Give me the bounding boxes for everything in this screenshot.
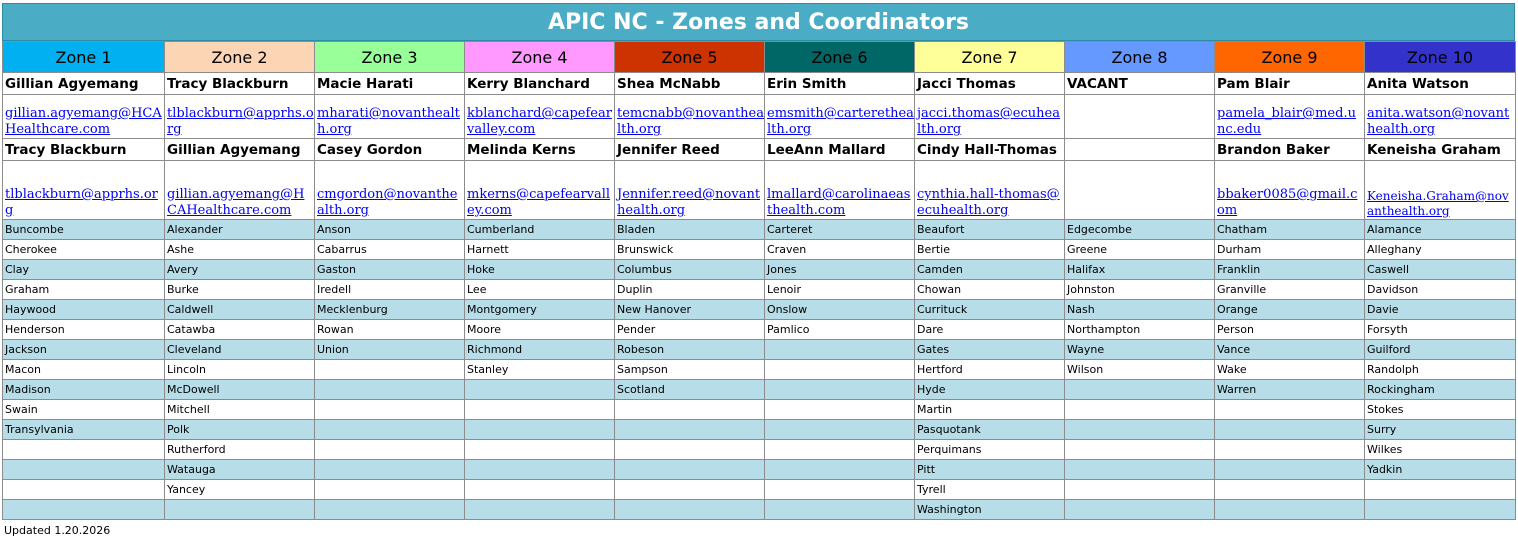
coordinator-name: Kerry Blanchard — [465, 73, 615, 95]
county-cell: Graham — [3, 280, 165, 300]
coordinator-email-link[interactable]: kblanchard@capefearvalley.com — [467, 106, 612, 137]
county-cell: Catawba — [165, 320, 315, 340]
county-cell — [615, 420, 765, 440]
county-cell: Swain — [3, 400, 165, 420]
county-cell — [3, 460, 165, 480]
sheet-title: APIC NC - Zones and Coordinators — [2, 3, 1515, 41]
coordinator-name: Tracy Blackburn — [3, 139, 165, 161]
coordinator-email-link[interactable]: mharati@novanthealth.org — [317, 106, 460, 137]
coordinator-email-cell — [915, 161, 1065, 220]
county-cell: Chowan — [915, 280, 1065, 300]
zone-header: Zone 4 — [465, 42, 615, 73]
county-cell: Jackson — [3, 340, 165, 360]
county-cell: Martin — [915, 400, 1065, 420]
county-row — [3, 220, 1516, 240]
zone-header: Zone 10 — [1365, 42, 1516, 73]
county-cell — [1065, 480, 1215, 500]
coordinator-email-cell — [465, 95, 615, 139]
zone-header: Zone 5 — [615, 42, 765, 73]
coordinator-email-link[interactable]: anita.watson@novanthealth.org — [1367, 106, 1510, 137]
county-row — [3, 440, 1516, 460]
county-cell — [1065, 400, 1215, 420]
county-cell — [315, 480, 465, 500]
county-cell: Onslow — [765, 300, 915, 320]
county-cell: Cumberland — [465, 220, 615, 240]
coordinator-email-link[interactable]: mkerns@capefearvalley.com — [467, 187, 611, 218]
county-cell: Franklin — [1215, 260, 1365, 280]
county-cell: Yadkin — [1365, 460, 1516, 480]
county-cell — [465, 380, 615, 400]
county-cell: Currituck — [915, 300, 1065, 320]
coordinator-email-cell — [1365, 161, 1516, 220]
coordinator-email-link[interactable]: tlblackburn@apprhs.org — [5, 187, 158, 218]
county-cell — [765, 440, 915, 460]
coordinator-name: Casey Gordon — [315, 139, 465, 161]
county-cell: Sampson — [615, 360, 765, 380]
county-cell: Burke — [165, 280, 315, 300]
zone-header: Zone 1 — [3, 42, 165, 73]
coordinator-name: Keneisha Graham — [1365, 139, 1516, 161]
county-cell: Pitt — [915, 460, 1065, 480]
county-cell: Gates — [915, 340, 1065, 360]
coordinator-name: Brandon Baker — [1215, 139, 1365, 161]
coordinator-email-cell — [1065, 95, 1215, 139]
county-cell — [165, 500, 315, 520]
county-cell — [765, 400, 915, 420]
county-cell — [1215, 480, 1365, 500]
coordinator-email-link[interactable]: Keneisha.Graham@novanthealth.org — [1367, 189, 1509, 218]
coordinator-email-link[interactable]: tlblackburn@apprhs.org — [167, 106, 314, 137]
county-cell: Vance — [1215, 340, 1365, 360]
county-cell: Wake — [1215, 360, 1365, 380]
zone-header: Zone 2 — [165, 42, 315, 73]
county-cell: Mitchell — [165, 400, 315, 420]
county-cell — [615, 400, 765, 420]
county-cell: Wayne — [1065, 340, 1215, 360]
county-cell — [3, 500, 165, 520]
county-cell: Person — [1215, 320, 1365, 340]
county-cell: Rockingham — [1365, 380, 1516, 400]
coordinator-name: Anita Watson — [1365, 73, 1516, 95]
zone-header: Zone 7 — [915, 42, 1065, 73]
county-cell: Anson — [315, 220, 465, 240]
county-cell: Chatham — [1215, 220, 1365, 240]
county-cell: Halifax — [1065, 260, 1215, 280]
county-cell: Orange — [1215, 300, 1365, 320]
county-cell: Mecklenburg — [315, 300, 465, 320]
coordinator-email-link[interactable]: gillian.agyemang@HCAHealthcare.com — [5, 106, 162, 137]
county-cell — [615, 440, 765, 460]
county-cell: Bladen — [615, 220, 765, 240]
county-cell: Cabarrus — [315, 240, 465, 260]
county-cell — [465, 480, 615, 500]
county-cell: Alexander — [165, 220, 315, 240]
zone-header: Zone 3 — [315, 42, 465, 73]
coordinator-2-name-row — [3, 139, 1516, 161]
coordinator-email-cell — [465, 161, 615, 220]
county-cell: Randolph — [1365, 360, 1516, 380]
county-cell: Columbus — [615, 260, 765, 280]
county-cell — [465, 400, 615, 420]
zone-header: Zone 8 — [1065, 42, 1215, 73]
county-cell: Pamlico — [765, 320, 915, 340]
county-cell: Scotland — [615, 380, 765, 400]
county-cell: Hoke — [465, 260, 615, 280]
coordinator-email-cell — [1365, 95, 1516, 139]
county-cell: Macon — [3, 360, 165, 380]
county-cell — [765, 420, 915, 440]
coordinator-email-cell — [1215, 95, 1365, 139]
zone-header: Zone 9 — [1215, 42, 1365, 73]
county-cell: Davie — [1365, 300, 1516, 320]
county-cell: Dare — [915, 320, 1065, 340]
county-cell: Rowan — [315, 320, 465, 340]
county-cell — [1065, 380, 1215, 400]
county-cell: Robeson — [615, 340, 765, 360]
county-cell: Henderson — [3, 320, 165, 340]
coordinator-1-email-row — [3, 95, 1516, 139]
county-cell — [315, 460, 465, 480]
coordinator-email-cell — [3, 95, 165, 139]
county-cell: Duplin — [615, 280, 765, 300]
county-cell: Lee — [465, 280, 615, 300]
coordinator-email-link[interactable]: bbaker0085@gmail.com — [1217, 187, 1358, 218]
coordinator-name: VACANT — [1065, 73, 1215, 95]
coordinator-name: Gillian Agyemang — [165, 139, 315, 161]
county-cell — [1065, 460, 1215, 480]
county-cell: Washington — [915, 500, 1065, 520]
coordinator-email-cell — [1065, 161, 1215, 220]
coordinator-name: Jennifer Reed — [615, 139, 765, 161]
county-cell: Clay — [3, 260, 165, 280]
coordinator-email-cell — [315, 95, 465, 139]
county-cell: Edgecombe — [1065, 220, 1215, 240]
updated-note: Updated 1.20.2026 — [4, 524, 111, 537]
county-cell: Avery — [165, 260, 315, 280]
coordinator-email-cell — [765, 95, 915, 139]
county-cell: Rutherford — [165, 440, 315, 460]
county-cell — [465, 500, 615, 520]
coordinator-email-link[interactable]: lmallard@carolinaeasthealth.com — [767, 187, 911, 218]
county-cell — [765, 480, 915, 500]
coordinator-email-cell — [615, 161, 765, 220]
county-cell: Pasquotank — [915, 420, 1065, 440]
coordinator-name: Erin Smith — [765, 73, 915, 95]
county-cell: Buncombe — [3, 220, 165, 240]
coordinator-email-link[interactable]: cynthia.hall-thomas@ecuhealth.org — [917, 187, 1060, 218]
county-row — [3, 300, 1516, 320]
county-cell: Wilkes — [1365, 440, 1516, 460]
coordinator-name: LeeAnn Mallard — [765, 139, 915, 161]
county-cell — [315, 500, 465, 520]
spreadsheet — [2, 3, 1515, 520]
county-row — [3, 460, 1516, 480]
county-cell — [315, 440, 465, 460]
county-cell: Gaston — [315, 260, 465, 280]
county-cell: Bertie — [915, 240, 1065, 260]
county-row — [3, 500, 1516, 520]
coordinator-2-email-row — [3, 161, 1516, 220]
county-cell — [315, 420, 465, 440]
county-cell — [465, 460, 615, 480]
county-row — [3, 340, 1516, 360]
county-cell: Carteret — [765, 220, 915, 240]
coordinator-name: Melinda Kerns — [465, 139, 615, 161]
coordinator-email-link[interactable]: gillian.agyemang@HCAHealthcare.com — [167, 187, 305, 218]
coordinator-email-cell — [315, 161, 465, 220]
coordinator-name: Tracy Blackburn — [165, 73, 315, 95]
coordinator-email-link[interactable]: temcnabb@novanthealth.org — [617, 106, 764, 137]
coordinator-email-link[interactable]: emsmith@carterethealth.org — [767, 106, 914, 137]
county-cell: Greene — [1065, 240, 1215, 260]
county-cell: Transylvania — [3, 420, 165, 440]
county-cell — [1215, 420, 1365, 440]
county-cell: Yancey — [165, 480, 315, 500]
county-cell: Lenoir — [765, 280, 915, 300]
county-row — [3, 280, 1516, 300]
coordinator-name: Jacci Thomas — [915, 73, 1065, 95]
county-cell: Forsyth — [1365, 320, 1516, 340]
county-cell — [765, 380, 915, 400]
coordinator-email-cell — [165, 95, 315, 139]
county-cell — [315, 380, 465, 400]
county-cell: Cleveland — [165, 340, 315, 360]
coordinator-1-name-row — [3, 73, 1516, 95]
county-row — [3, 360, 1516, 380]
county-cell — [765, 360, 915, 380]
county-cell: Johnston — [1065, 280, 1215, 300]
zone-header-row — [3, 42, 1516, 73]
coordinator-email-cell — [1215, 161, 1365, 220]
county-cell: Granville — [1215, 280, 1365, 300]
county-cell: Ashe — [165, 240, 315, 260]
county-cell: Alleghany — [1365, 240, 1516, 260]
county-cell: Beaufort — [915, 220, 1065, 240]
coordinator-email-link[interactable]: pamela_blair@med.unc.edu — [1217, 106, 1356, 137]
county-cell: Perquimans — [915, 440, 1065, 460]
county-row — [3, 420, 1516, 440]
county-cell — [1065, 440, 1215, 460]
county-cell — [765, 460, 915, 480]
county-row — [3, 240, 1516, 260]
county-cell: Alamance — [1365, 220, 1516, 240]
zone-header: Zone 6 — [765, 42, 915, 73]
coordinator-name: Gillian Agyemang — [3, 73, 165, 95]
coordinator-name: Pam Blair — [1215, 73, 1365, 95]
county-cell: Richmond — [465, 340, 615, 360]
county-cell: Lincoln — [165, 360, 315, 380]
county-cell — [1215, 460, 1365, 480]
county-cell: Polk — [165, 420, 315, 440]
coordinator-email-cell — [915, 95, 1065, 139]
county-cell — [615, 460, 765, 480]
county-cell: Brunswick — [615, 240, 765, 260]
county-cell: Nash — [1065, 300, 1215, 320]
county-cell: Madison — [3, 380, 165, 400]
county-cell: Montgomery — [465, 300, 615, 320]
county-cell: Davidson — [1365, 280, 1516, 300]
county-cell — [765, 340, 915, 360]
county-row — [3, 320, 1516, 340]
county-cell — [465, 420, 615, 440]
county-cell: Caswell — [1365, 260, 1516, 280]
coordinator-email-cell — [165, 161, 315, 220]
county-cell: Harnett — [465, 240, 615, 260]
county-cell: Moore — [465, 320, 615, 340]
county-cell — [3, 480, 165, 500]
county-cell: Tyrell — [915, 480, 1065, 500]
county-cell — [765, 500, 915, 520]
county-cell: Watauga — [165, 460, 315, 480]
coordinator-email-cell — [765, 161, 915, 220]
county-cell: Craven — [765, 240, 915, 260]
county-cell: Caldwell — [165, 300, 315, 320]
county-row — [3, 260, 1516, 280]
county-cell: Northampton — [1065, 320, 1215, 340]
county-cell — [3, 440, 165, 460]
county-cell: Hertford — [915, 360, 1065, 380]
coordinator-name — [1065, 139, 1215, 161]
coordinator-email-link[interactable]: jacci.thomas@ecuhealth.org — [917, 106, 1060, 137]
county-cell — [1215, 440, 1365, 460]
county-cell: Wilson — [1065, 360, 1215, 380]
coordinator-name: Shea McNabb — [615, 73, 765, 95]
county-cell: New Hanover — [615, 300, 765, 320]
county-cell: Camden — [915, 260, 1065, 280]
county-cell — [615, 480, 765, 500]
county-cell — [615, 500, 765, 520]
coordinator-email-link[interactable]: Jennifer.reed@novanthealth.org — [617, 187, 761, 218]
county-cell — [1065, 420, 1215, 440]
county-cell: Hyde — [915, 380, 1065, 400]
zones-table — [2, 41, 1516, 520]
county-cell: Stokes — [1365, 400, 1516, 420]
county-cell: Stanley — [465, 360, 615, 380]
coordinator-name: Cindy Hall-Thomas — [915, 139, 1065, 161]
county-cell: Warren — [1215, 380, 1365, 400]
county-row — [3, 400, 1516, 420]
county-cell: McDowell — [165, 380, 315, 400]
coordinator-email-cell — [615, 95, 765, 139]
county-cell — [1365, 480, 1516, 500]
coordinator-email-cell — [3, 161, 165, 220]
county-cell — [315, 400, 465, 420]
county-cell: Pender — [615, 320, 765, 340]
county-row — [3, 480, 1516, 500]
county-cell — [1215, 500, 1365, 520]
county-cell: Union — [315, 340, 465, 360]
county-cell: Haywood — [3, 300, 165, 320]
coordinator-name: Macie Harati — [315, 73, 465, 95]
county-cell: Cherokee — [3, 240, 165, 260]
county-cell — [315, 360, 465, 380]
county-row — [3, 380, 1516, 400]
county-cell — [1215, 400, 1365, 420]
county-cell — [1365, 500, 1516, 520]
county-cell — [1065, 500, 1215, 520]
county-cell: Surry — [1365, 420, 1516, 440]
county-cell: Iredell — [315, 280, 465, 300]
county-cell — [465, 440, 615, 460]
county-cell: Jones — [765, 260, 915, 280]
coordinator-email-link[interactable]: cmgordon@novanthealth.org — [317, 187, 458, 218]
county-cell: Guilford — [1365, 340, 1516, 360]
county-cell: Durham — [1215, 240, 1365, 260]
